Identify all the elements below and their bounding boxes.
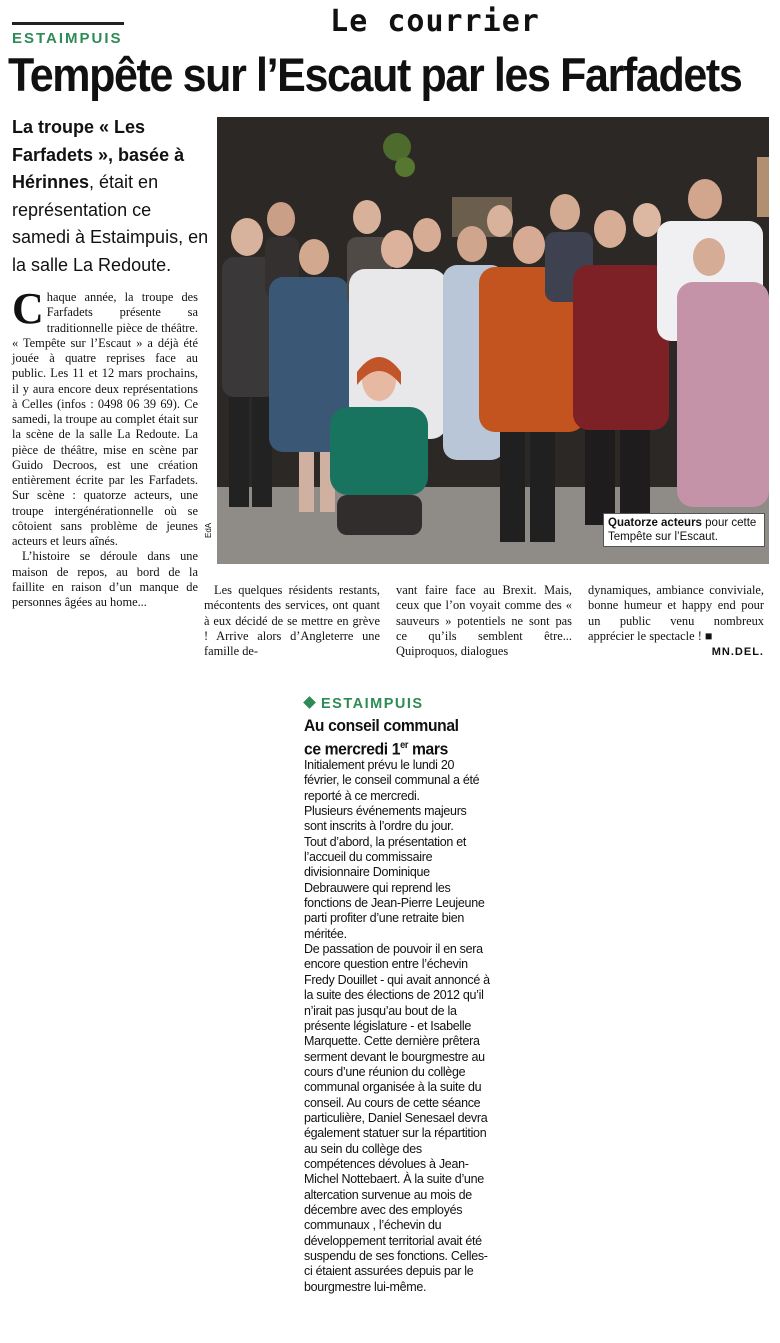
body-column-2-text: Les quelques résidents restants, mécontents des services, ont quant à eux décidé de se mettre en grève ! Arrive alors d’Angleterre une famille de- [204, 583, 380, 658]
brief-paragraph-2: Plusieurs événements majeurs sont inscrits à l’ordre du jour. [304, 804, 467, 834]
section-label-2 [305, 696, 424, 712]
caption-text: pour cette Tempête sur l’Escaut. [608, 517, 757, 543]
brief-headline [304, 716, 479, 760]
newspaper-masthead: Le courrier [330, 4, 540, 39]
article-lead [12, 114, 212, 279]
caption-bold: Quatorze acteurs [608, 517, 702, 529]
body-column-4-text: dynamiques, ambiance conviviale, bonne humeur et happy end pour un public venu nombreux apprécier le spectacle ! ■ [588, 583, 764, 643]
troupe-photo [217, 117, 769, 564]
body-paragraph-1: haque année, la troupe des Farfadets présente sa traditionnelle pièce de théâtre. « Tempête sur l’Escaut » a déjà été jouée à quatre reprises face au public. Les 11 et 12 mars prochains, il y aura encore deux représentations à Celles (infos : 0498 06 39 69). Ce samedi, la troupe au complet était sur la scène de la salle La Redoute. La pièce de théâtre, mise en scène par Guido Decroos, est une création entièrement écrite par les Farfadets. Sur scène : quatorze acteurs, une troupe intergénérationnelle où se côtoient sans problème de jeunes acteurs et leurs aînés. [12, 290, 198, 548]
section-label: ESTAIMPUIS [12, 30, 123, 47]
brief-headline-line-1: Au conseil communal [304, 716, 459, 735]
article-headline: Tempête sur l’Escaut par les Farfadets [8, 48, 742, 101]
lead-bold: La troupe « Les Farfadets », basée à Hérinnes [12, 117, 185, 192]
diamond-icon [303, 696, 316, 709]
brief-headline-date: ce mercredi 1 [304, 739, 401, 759]
body-column-1 [12, 284, 198, 610]
brief-paragraph-1: Initialement prévu le lundi 20 février, le conseil communal a été reporté à ce mercredi. [304, 758, 480, 803]
author-signature: MN.DEL. [711, 646, 764, 658]
lead-text: , était en représentation ce samedi à Estaimpuis, en la salle La Redoute. [12, 172, 209, 275]
section-label-2-text: ESTAIMPUIS [321, 696, 424, 712]
photo-credit: EdA [204, 522, 213, 538]
brief-headline-end: mars [408, 739, 448, 759]
drop-cap: C [12, 284, 44, 333]
brief-headline-sup: er [400, 740, 409, 751]
body-column-3-text: vant faire face au Brexit. Mais, ceux que l’on voyait comme des « sauveurs » potentiels ne sont pas ce qu’ils semblent être... Quiproquos, dialogues [396, 583, 572, 658]
body-column-2 [204, 583, 380, 659]
brief-headline-line-2 [304, 736, 479, 760]
body-column-3 [396, 583, 572, 659]
brief-paragraph-4: De passation de pouvoir il en sera encore question entre l’échevin Fredy Douillet - qui avait annoncé à la suite des élections de 2012 qu’il n’irait pas jusqu’au bout de la présente législature - et Isabelle Marquette. Cette dernière prêtera serment devant le bourgmestre au cours d’une réunion du collège communal organisée à la suite du conseil. Au cours de cette séance particulière, Daniel Senesael devra également statuer sur la répartition au sein du collège des compétences dévolues à Jean-Michel Nottebaert. À la suite d’une altercation survenue au mois de décembre avec des employés communaux , l’échevin du développement territorial avait été suspendu de ses fonctions. Celles-ci étaient assurées depuis par le bourgmestre lui-même. [304, 942, 490, 1294]
section-rule [12, 22, 124, 25]
body-column-4 [588, 583, 764, 660]
troupe-photo-illustration [217, 117, 769, 564]
body-paragraph-2: L’histoire se déroule dans une maison de repos, au bord de la faillite en raison d’un manque de personnes âgées au home... [12, 549, 198, 609]
photo-caption [603, 513, 765, 547]
brief-body [304, 758, 490, 1295]
brief-paragraph-3: Tout d’abord, la présentation et l’accueil du commissaire divisionnaire Dominique Debrauwere qui reprend les fonctions de Jean-Pierre Leujeune parti profiter d’une retraite bien méritée. [304, 834, 485, 941]
